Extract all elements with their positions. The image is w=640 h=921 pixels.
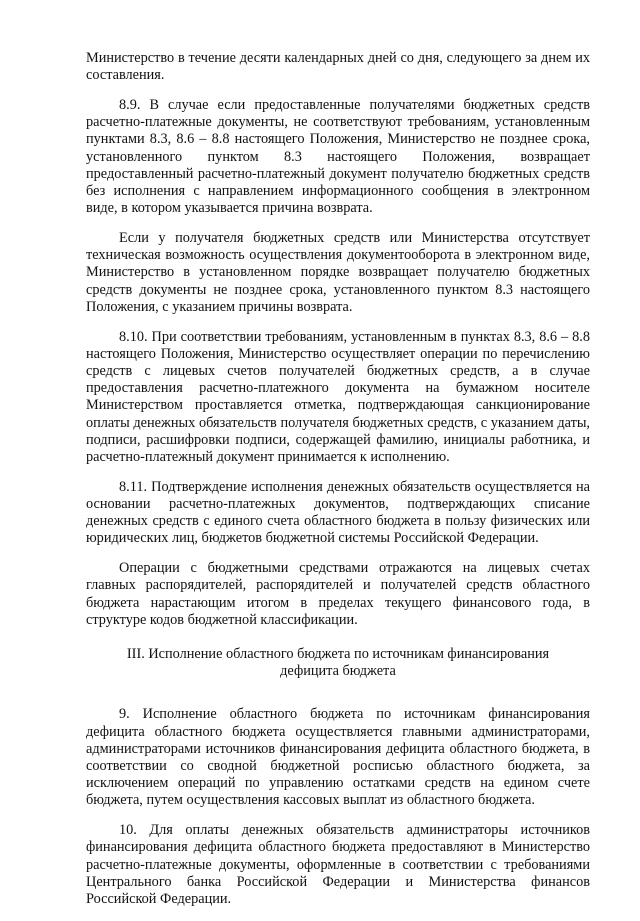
document-page <box>86 50 590 921</box>
paragraph-8-10: 8.10. При соответствии требованиям, установленным в пунктах 8.3, 8.6 – 8.8 настоящего Положения, Министерство осуществляет операции по перечислению средств с лицевых счетов получателей бюджетных средств, а в случае предоставления расчетно-платежного документа на бумажном носителе Министерством проставляется отметка, подтверждающая санкционирование оплаты денежных обязательств получателя бюджетных средств, с указанием даты, подписи, расшифровки подписи, содержащей фамилию, инициалы работника, и расчетно-платежный документ принимается к исполнению. <box>86 328 590 466</box>
paragraph-9: 9. Исполнение областного бюджета по источникам финансирования дефицита областного бюджета осуществляется главными администраторами, администраторами источников финансирования дефицита областного бюджета, в соответствии со сводной бюджетной росписью областного бюджета, за исключением операций по управлению остатками средств на едином счете бюджета, путем осуществления кассовых выплат из областного бюджета. <box>86 706 590 809</box>
paragraph-10: 10. Для оплаты денежных обязательств администраторы источников финансирования дефицита областного бюджета предоставляют в Министерство расчетно-платежные документы, оформленные в соответствии с требованиями Центрального банка Российской Федерации и Министерства финансов Российской Федерации. <box>86 822 590 908</box>
paragraph-no-technical-possibility: Если у получателя бюджетных средств или Министерства отсутствует техническая возможность осуществления документооборота в электронном виде, Министерство в установленном порядке возвращает получателю бюджетных средств документы не позднее срока, установленного пунктом 8.3 настоящего Положения, с указанием причины возврата. <box>86 230 590 315</box>
paragraph-8-9: 8.9. В случае если предоставленные получателями бюджетных средств расчетно-платежные документы, не соответствуют требованиям, установленным пунктами 8.3, 8.6 – 8.8 настоящего Положения, Министерство не позднее срока, установленного пунктом 8.3 настоящего Положения, возвращает предоставленный расчетно-платежный документ получателю бюджетных средств без исполнения с направлением информационного сообщения в электронном виде, в котором указывается причина возврата. <box>86 97 590 217</box>
paragraph-continuation: Министерство в течение десяти календарных дней со дня, следующего за днем их составления. <box>86 50 590 84</box>
paragraph-budget-operations: Операции с бюджетными средствами отражаются на лицевых счетах главных распорядителей, распорядителей и получателей средств областного бюджета нарастающим итогом в пределах текущего финансового года, в структуре кодов бюджетной классификации. <box>86 560 590 628</box>
section-heading: III. Исполнение областного бюджета по источникам финансирования дефицита бюджета <box>126 646 550 680</box>
paragraph-8-11: 8.11. Подтверждение исполнения денежных обязательств осуществляется на основании расчетно-платежных документов, подтверждающих списание денежных средств с единого счета областного бюджета в пользу физических или юридических лиц, бюджетов бюджетной системы Российской Федерации. <box>86 478 590 547</box>
